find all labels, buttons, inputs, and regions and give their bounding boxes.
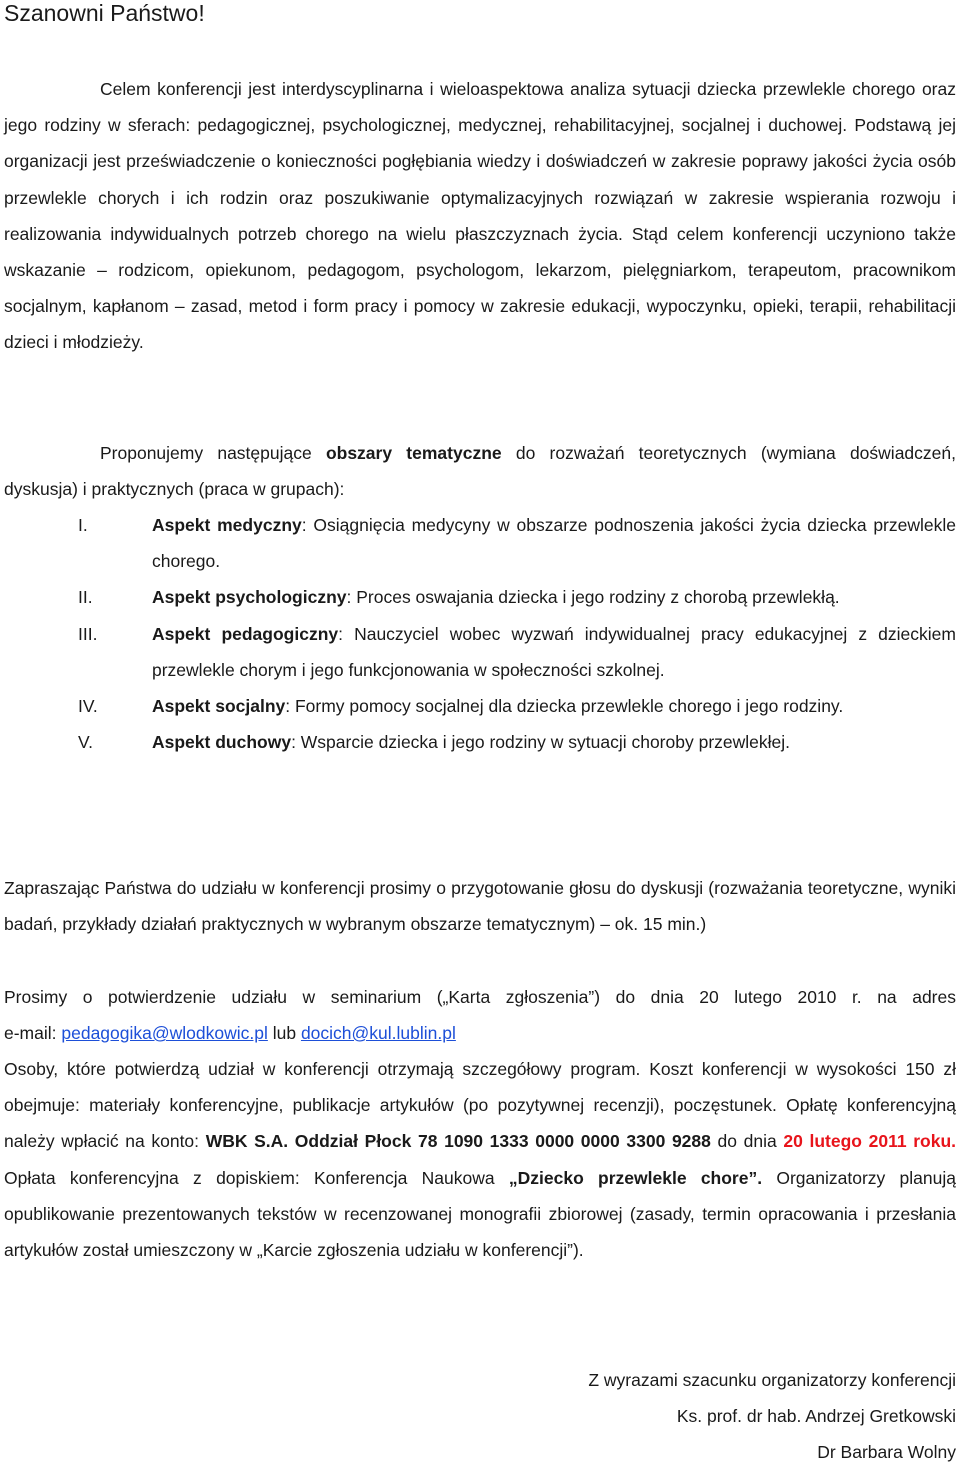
topics-intro-paragraph [4,435,956,507]
fees-by: do dnia [710,1131,784,1152]
topic-desc: : Wsparcie dziecka i jego rodziny w sytuacji choroby przewlekłej. [291,732,791,753]
topics-intro-after: do rozważań teoretycznych (wymiana doświadczeń, dyskusja) i praktycznych (praca w grupach): [4,443,956,500]
topic-name: Aspekt duchowy [152,732,292,753]
topic-item [4,688,956,724]
topic-item [4,579,956,615]
topic-number: V. [78,732,93,753]
topic-desc: : Proces oswajania dziecka i jego rodziny z chorobą przewlekłą. [346,587,840,608]
fees-text-2: Opłata konferencyjna z dopiskiem: Konferencja Naukowa [4,1167,509,1188]
topics-intro-bold: obszary tematyczne [325,443,502,463]
email-prefix: e-mail: [4,1023,62,1043]
topic-name: Aspekt socjalny [152,696,286,717]
email-link-pedagogika[interactable]: pedagogika@wlodkowic.pl [61,1023,268,1043]
topic-item [4,507,956,579]
intro-paragraph [4,71,956,361]
confirm-line: Prosimy o potwierdzenie udziału w seminarium („Karta zgłoszenia”) do dnia 20 lutego 2010 r. na adres [4,987,956,1007]
email-separator: lub [267,1023,301,1043]
topic-name: Aspekt medyczny [152,515,302,535]
topic-desc: : Formy pomocy socjalnej dla dziecka przewlekle chorego i jego rodziny. [285,696,844,717]
topic-number: III. [78,623,98,644]
topic-number: II. [78,587,93,608]
topics-list [4,507,956,760]
invite-paragraph: Zapraszając Państwa do udziału w konferencji prosimy o przygotowanie głosu do dyskusji (rozważania teoretyczne, wyniki badań, przykłady działań praktycznych w wybranym obszarze tematycznym) – ok. 15 min.) [4,878,956,935]
email-line [4,1015,956,1051]
fees-text-1: Osoby, które potwierdzą udział w konferencji otrzymają szczegółowy program. Koszt konferencji w wysokości 150 zł obejmuje: materiały konferencyjne, publikacje artykułów (po pozytywnej recenzji), poczęstunek. Opłatę konferencyjną należy wpłacić na konto: [4,1059,956,1152]
fees-paragraph [4,1051,956,1268]
signature-organizer-1: Ks. prof. dr hab. Andrzej Gretkowski [676,1406,956,1426]
topics-intro-before: Proponujemy następujące [100,443,326,463]
intro-text: Celem konferencji jest interdyscyplinarna i wieloaspektowa analiza sytuacji dziecka przewlekle chorego oraz jego rodziny w sferach: pedagogicznej, psychologicznej, medycznej, rehabilitacyjnej, socjalnej i duchowej. Podstawą jej organizacji jest przeświadczenie o konieczności pogłębiania wiedzy i doświadczeń w zakresie poprawy jakości życia osób przewlekle chorych i ich rodzin oraz poszukiwanie optymalizacyjnych rozwiązań w zakresie wspierania rozwoju i realizowania indywidualnych potrzeb chorego na wielu płaszczyznach życia. Stąd celem konferencji uczyniono także wskazanie – rodzicom, opiekunom, pedagogom, psychologom, lekarzom, pielęgniarkom, terapeutom, pracownikom socjalnym, kapłanom – zasad, metod i form pracy i pomocy w zakresie edukacji, wypoczynku, opieki, terapii, rehabilitacji dzieci i młodzieży. [4,79,956,353]
greeting-heading: Szanowni Państwo! [4,0,205,26]
signature-closing: Z wyrazami szacunku organizatorzy konferencji [588,1370,956,1390]
fees-text-3: Organizatorzy planują opublikowanie prezentowanych tekstów w recenzowanej monografii zbiorowej (zasady, termin opracowania i przesłania artykułów został umieszczony w „Karcie zgłoszenia udziału w konferencji”). [4,1167,956,1261]
bank-account: WBK S.A. Oddział Płock 78 1090 1333 0000 0000 3300 9288 [205,1131,711,1152]
conference-name: „Dziecko przewlekle chore”. [508,1167,763,1188]
topic-number: I. [78,515,88,535]
topic-number: IV. [78,696,98,717]
topic-name: Aspekt psychologiczny [152,587,347,608]
payment-deadline: 20 lutego 2011 roku. [783,1131,957,1152]
topic-desc: : Osiągnięcia medycyny w obszarze podnoszenia jakości życia dziecka przewlekle chorego. [152,515,956,572]
topic-name: Aspekt pedagogiczny [152,623,339,644]
email-link-docich[interactable]: docich@kul.lublin.pl [300,1023,456,1043]
topic-item [4,616,956,688]
topic-desc: : Nauczyciel wobec wyzwań indywidualnej pracy edukacyjnej z dzieckiem przewlekle chorym i jego funkcjonowania w społeczności szkolnej. [152,623,956,680]
signature-organizer-2: Dr Barbara Wolny [817,1442,956,1462]
topic-item [4,724,956,760]
